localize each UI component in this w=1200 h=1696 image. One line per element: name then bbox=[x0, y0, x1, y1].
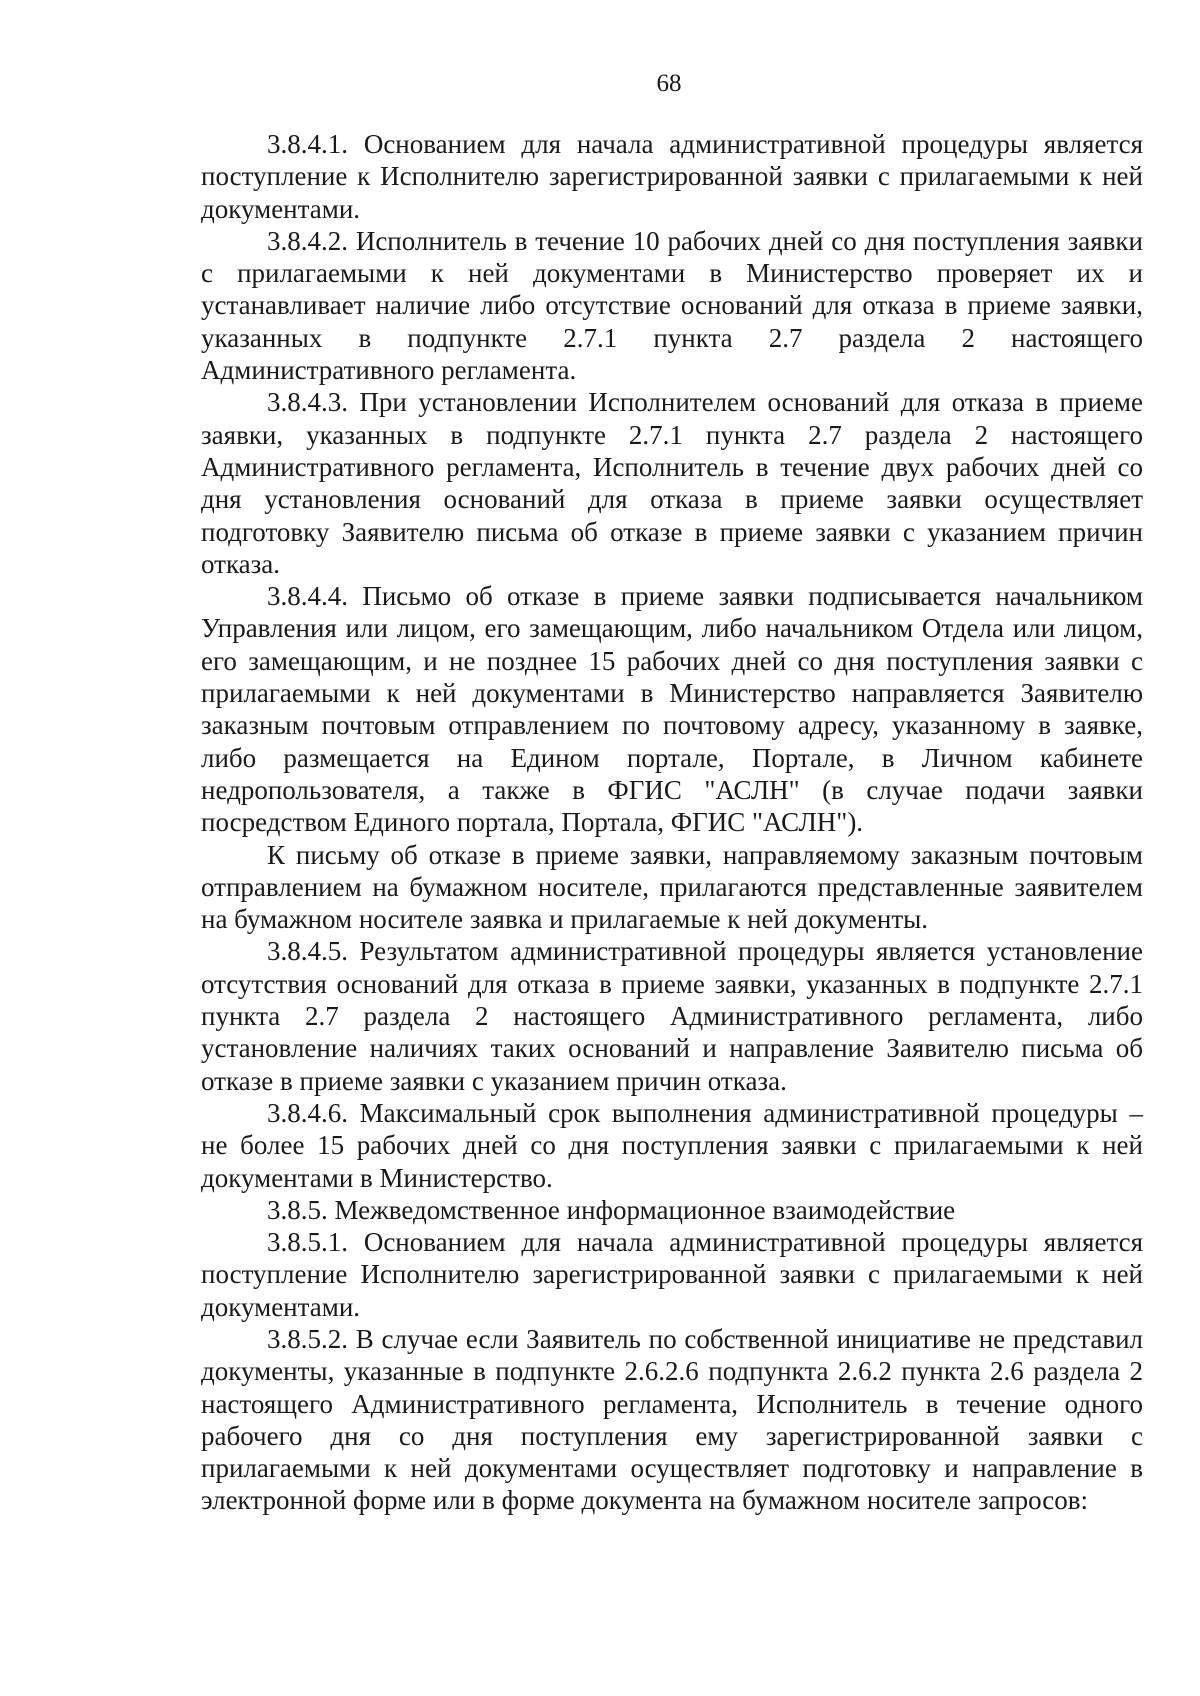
paragraph-3-8-4-4: 3.8.4.4. Письмо об отказе в приеме заявки подписывается начальником Управления или лицом, его замещающим, либо начальником Отдела или лицом, его замещающим, и не позднее 15 рабочих дней со дня поступления заявки с прилагаемыми к ней документами в Министерство направляется Заявителю заказным почтовым отправлением по почтовому адресу, указанному в заявке, либо размещается на Едином портале, Портале, в Личном кабинете недропользователя, а также в ФГИС "АСЛН" (в случае подачи заявки посредством Единого портала, Портала, ФГИС "АСЛН"). bbox=[201, 581, 1143, 838]
paragraph-3-8-4-2: 3.8.4.2. Исполнитель в течение 10 рабочих дней со дня поступления заявки с прилагаемыми к ней документами в Министерство проверяет их и устанавливает наличие либо отсутствие оснований для отказа в приеме заявки, указанных в подпункте 2.7.1 пункта 2.7 раздела 2 настоящего Административного регламента. bbox=[201, 225, 1143, 386]
paragraph-3-8-5-2: 3.8.5.2. В случае если Заявитель по собственной инициативе не представил документы, указанные в подпункте 2.6.2.6 подпункта 2.6.2 пункта 2.6 раздела 2 настоящего Административного регламента, Исполнитель в течение одного рабочего дня со дня поступления ему зарегистрированной заявки с прилагаемыми к ней документами осуществляет подготовку и направление в электронной форме или в форме документа на бумажном носителе запросов: bbox=[201, 1323, 1143, 1516]
paragraph-3-8-4-3: 3.8.4.3. При установлении Исполнителем оснований для отказа в приеме заявки, указанных в подпункте 2.7.1 пункта 2.7 раздела 2 настоящего Административного регламента, Исполнитель в течение двух рабочих дней со дня установления оснований для отказа в приеме заявки осуществляет подготовку Заявителю письма об отказе в приеме заявки с указанием причин отказа. bbox=[201, 387, 1143, 579]
page-number: 68 bbox=[656, 70, 682, 97]
paragraph-3-8-4-6: 3.8.4.6. Максимальный срок выполнения административной процедуры – не более 15 рабочих дней со дня поступления заявки с прилагаемыми к ней документами в Министерство. bbox=[201, 1097, 1143, 1193]
document-body bbox=[201, 128, 1143, 1517]
paragraph-3-8-4-1: 3.8.4.1. Основанием для начала административной процедуры является поступление к Исполнителю зарегистрированной заявки с прилагаемыми к ней документами. bbox=[201, 129, 1143, 224]
paragraph-3-8-5-1: 3.8.5.1. Основанием для начала административной процедуры является поступление Исполнителю зарегистрированной заявки с прилагаемыми к ней документами. bbox=[201, 1227, 1143, 1322]
section-heading-3-8-5: 3.8.5. Межведомственное информационное взаимодействие bbox=[267, 1194, 956, 1225]
paragraph-3-8-4-5: 3.8.4.5. Результатом административной процедуры является установление отсутствия оснований для отказа в приеме заявки, указанных в подпункте 2.7.1 пункта 2.7 раздела 2 настоящего Административного регламента, либо установление наличиях таких оснований и направление Заявителю письма об отказе в приеме заявки с указанием причин отказа. bbox=[201, 936, 1143, 1096]
paragraph-refusal-letter-attachments: К письму об отказе в приеме заявки, направляемому заказным почтовым отправлением на бумажном носителе, прилагаются представленные заявителем на бумажном носителе заявка и прилагаемые к ней документы. bbox=[201, 839, 1143, 935]
